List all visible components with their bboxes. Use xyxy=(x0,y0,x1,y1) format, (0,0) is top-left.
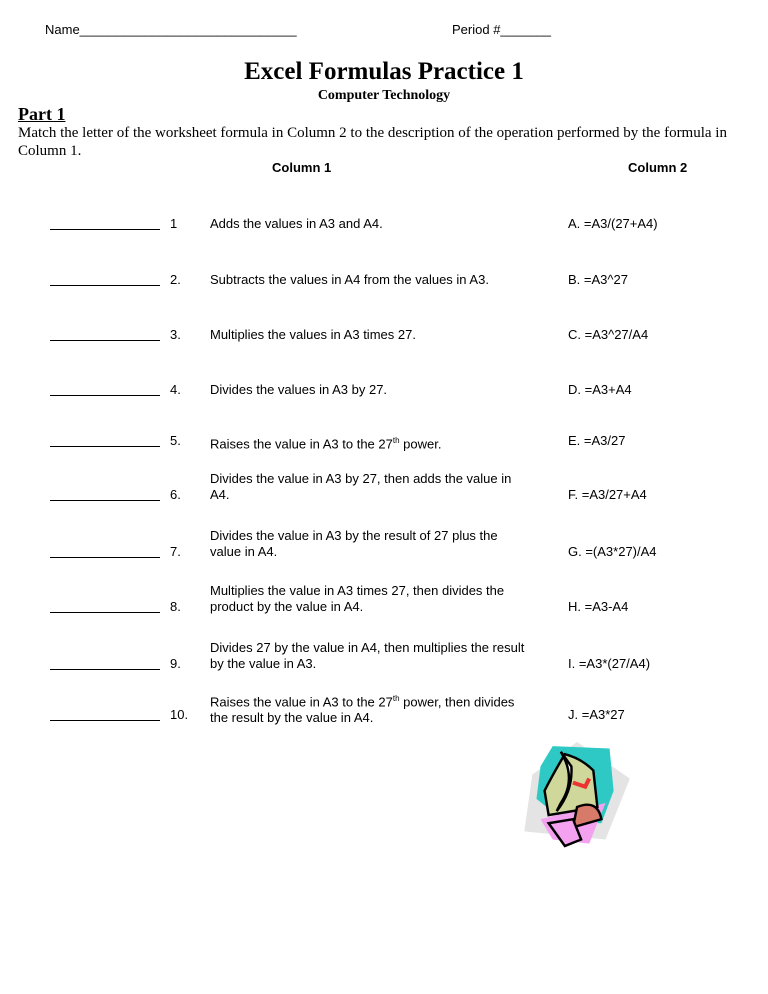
description-text: Divides the values in A3 by 27. xyxy=(210,382,388,397)
question-description xyxy=(210,528,530,560)
description-text: Raises the value in A3 to the 27 xyxy=(210,694,393,710)
answer-blank[interactable] xyxy=(50,395,160,396)
answer-blank[interactable] xyxy=(50,669,160,670)
question-number: 2. xyxy=(170,272,181,287)
question-description xyxy=(210,216,530,232)
question-number: 10. xyxy=(170,707,189,722)
formula-option: F. =A3/27+A4 xyxy=(568,487,647,502)
superscript: th xyxy=(392,694,400,703)
question-number: 4. xyxy=(170,382,181,397)
question-number: 9. xyxy=(170,656,181,671)
question-number: 3. xyxy=(170,327,181,342)
instructions: Match the letter of the worksheet formula in Column 2 to the description of the operation performed by the formula in Column 1. xyxy=(18,125,727,159)
answer-blank[interactable] xyxy=(50,557,160,558)
clipart-hand-holding-chart-icon xyxy=(508,742,638,872)
description-text: Multiplies the values in A3 times 27. xyxy=(210,327,416,342)
question-description xyxy=(210,640,530,672)
question-description xyxy=(210,272,530,288)
part-heading: Part 1 xyxy=(18,104,66,124)
description-text: Divides 27 by the value in A4, then multiplies the result by the value in A3. xyxy=(210,640,525,671)
answer-blank[interactable] xyxy=(50,340,160,341)
question-description xyxy=(210,382,530,398)
period-field[interactable]: Period #_______ xyxy=(452,22,552,37)
description-text: Divides the value in A3 by 27, then adds the value in A4. xyxy=(210,471,512,502)
answer-blank[interactable] xyxy=(50,720,160,721)
answer-blank[interactable] xyxy=(50,446,160,447)
question-number: 5. xyxy=(170,433,181,448)
question-description xyxy=(210,691,530,726)
question-number: 8. xyxy=(170,599,181,614)
question-description xyxy=(210,471,530,503)
answer-blank[interactable] xyxy=(50,612,160,613)
formula-option: I. =A3*(27/A4) xyxy=(568,656,651,671)
description-text: Multiplies the value in A3 times 27, then divides the product by the value in A4. xyxy=(210,583,505,614)
question-number: 7. xyxy=(170,544,181,559)
question-description xyxy=(210,433,530,452)
formula-option: E. =A3/27 xyxy=(568,433,626,448)
formula-option: A. =A3/(27+A4) xyxy=(568,216,658,231)
description-text-end: power, then divides the result by the value in A4. xyxy=(210,694,515,726)
formula-option: H. =A3-A4 xyxy=(568,599,629,614)
description-text: Raises the value in A3 to the 27 xyxy=(210,436,393,452)
description-text-end: power. xyxy=(399,436,442,452)
description-text: Divides the value in A3 by the result of 27 plus the value in A4. xyxy=(210,528,498,559)
answer-blank[interactable] xyxy=(50,285,160,286)
formula-option: B. =A3^27 xyxy=(568,272,628,287)
description-text: Subtracts the values in A4 from the values in A3. xyxy=(210,272,489,287)
formula-option: C. =A3^27/A4 xyxy=(568,327,649,342)
answer-blank[interactable] xyxy=(50,500,160,501)
question-number: 6. xyxy=(170,487,181,502)
subtitle: Computer Technology xyxy=(317,88,451,103)
superscript: th xyxy=(392,436,400,445)
answer-blank[interactable] xyxy=(50,229,160,230)
column1-header: Column 1 xyxy=(272,160,332,175)
page-title: Excel Formulas Practice 1 xyxy=(244,58,524,85)
formula-option: G. =(A3*27)/A4 xyxy=(568,544,657,559)
description-text: Adds the values in A3 and A4. xyxy=(210,216,383,231)
question-description xyxy=(210,327,530,343)
column2-header: Column 2 xyxy=(628,160,688,175)
formula-option: D. =A3+A4 xyxy=(568,382,632,397)
name-field[interactable]: Name______________________________ xyxy=(45,22,297,37)
question-number: 1 xyxy=(170,216,178,231)
formula-option: J. =A3*27 xyxy=(568,707,625,722)
question-description xyxy=(210,583,530,615)
